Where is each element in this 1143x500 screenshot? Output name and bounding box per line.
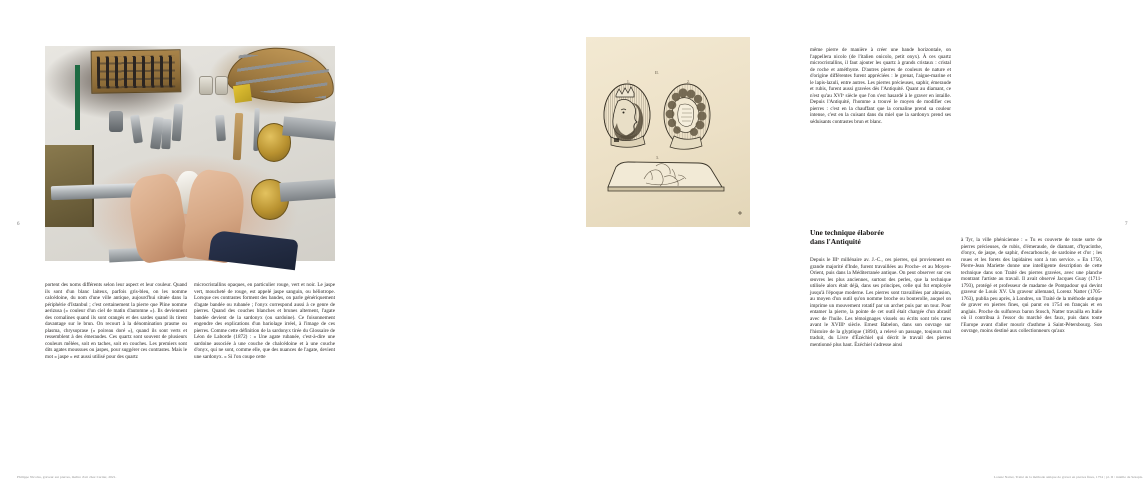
body-paragraph: à Tyr, la ville phénicienne : « Tu es couverte de toute sorte de pierres précieuses, de rubis, d'émeraude, de diamant, d'hyacinthe, d'onyx, de jaspe, de saphir, d'escarboucle, de sardoine et d'or ; les roues et les forets des lapidaires sont à ton service. » En 1750, Pierre-Jean Mariette donne une intelligente description de cette technique dans son Traité des pierres gravées, avec une planche montrant l'artiste au travail. Il avait observé Jacques Guay (1711-1793), protégé et professeur de madame de Pompadour qui devint graveur de Louis XV. Un graveur allemand, Lorenz Natter (1705-1763), publia peu après, à Londres, un Traité de la méthode antique de graver en pierres fines, qui parut en 1754 en français et en anglais. Proche du sulfureux baron Stosch, Natter travailla en Italie où il contribua à l'essor du marché des faux, puis dans toute l'Europe avant d'aller mourir d'asthme à Saint-Pétersbourg. Son ouvrage, moins destiné aux collectionneurs qu'aux (961, 237, 1102, 335)
body-paragraph: même pierre de manière à créer une bande horizontale, on l'appellera nicolo (de l'italien onicolo, petit onyx). À ces quartz microcristallins, il faut ajouter les quartz à grands cristaux : cristal de roche et améthyste. D'autres pierres de couleurs de nature et d'origine différentes furent appréciées : le grenat, l'aigue-marine et le lapis-lazuli, entre autres. Les pierres précieuses, saphir, émeraude et rubis, furent aussi gravées dès l'Antiquité. Quant au diamant, ce n'est qu'au XVIᵉ siècle que l'on s'est hasardé à le graver en intaille. Depuis l'Antiquité, l'homme a trouvé le moyen de modifier ces pierres : c'est en la chauffant que la cornaline prend sa couleur intense, c'est en la cuisant dans du miel que la sardonyx prend ses séduisants contrastes brun et blanc. (810, 47, 951, 125)
svg-text:3.: 3. (656, 156, 659, 160)
medallion-left (604, 80, 650, 147)
left-column-two (194, 282, 335, 360)
natter-plate-engraving (586, 37, 750, 227)
right-column-three (961, 237, 1102, 335)
body-paragraph: Depuis le IIIᵉ millénaire av. J.-C., ces pierres, qui proviennent en grande majorité d'Inde, furent travaillées au Proche- et au Moyen-Orient, puis dans la Méditerranée antique. On peut observer sur ces œuvres les plus anciennes, surtout des perles, que la technique utilisée alors était déjà, dans ses principes, celle qui fut employée jusqu'à l'époque moderne. Les pierres sont travaillées par abrasion, au moyen d'un outil qu'on nomme broche ou bouterolle, auquel on imprime un mouvement rotatif par un archet puis par un tour. Pour entamer la pierre, la pointe de cet outil était chargée d'un abrasif avec de l'huile. Les témoignages visuels ou écrits sont très rares avant le XVIIIᵉ siècle. Ernest Babelon, dans son ouvrage sur l'histoire de la glyptique (1894), a relevé un passage, toujours mal traduit, du Livre d'Ézéchiel qui décrit le travail des pierres mentionné plus haut. Ézéchiel s'adresse ainsi (810, 257, 951, 348)
page-number-right: 7 (1125, 222, 1128, 227)
medallion-right (664, 80, 710, 149)
atelier-photograph (45, 46, 335, 261)
body-paragraph: microcristallins opaques, en particulier rouge, vert et noir. Le jaspe vert, moucheté de rouge, est appelé jaspe sanguin, ou héliotrope. Lorsque ces contrastes forment des bandes, on parle génériquement d'agate bandée ou rubanée ; l'onyx correspond aussi à ce genre de pierres. Quand des couches blanches et brunes alternent, l'agate bandée devient de la sardonyx (ou sardoine). Ce foisonnement engendre des explications d'un bariolage irréel, à l'image de ces pierres. Comme cette définition de la sardonyx tirée du Glossaire de Léon de Laborde (1872) : « Une agate rubanée, c'est-à-dire une sardoine associée à une couche de chalcédoine et à une couche d'onyx, qui ne sont, comme elle, que des nuances de l'agate, devient une sardonyx. » Si l'on coupe cette (194, 282, 335, 360)
gem-profile-figure (608, 156, 724, 191)
section-heading-line-2: dans l'Antiquité (810, 237, 861, 247)
plate-drawing (586, 37, 750, 227)
green-rod-icon (75, 65, 80, 130)
chuck-icon (109, 111, 124, 133)
right-column-one (810, 47, 951, 125)
svg-text:1.: 1. (627, 80, 630, 84)
abrasive-block-icon (232, 84, 252, 103)
jar-icon (199, 76, 214, 95)
section-heading (810, 228, 960, 247)
svg-text:2.: 2. (687, 80, 690, 84)
burin-icon (215, 115, 225, 141)
left-column-one (45, 282, 187, 360)
illustration-caption: Lorenz Natter, Traité de la méthode antique de graver en pierres fines, 1754 ; pl. II : intaille de Sésapis. (993, 475, 1143, 479)
body-paragraph: portent des noms différents selon leur aspect et leur couleur. Quand ils sont d'un blanc laiteux, parfois gris-bleu, on les nomme calcédoine, du nom d'une ville antique, aujourd'hui située dans la périphérie d'Istanbul ; c'est certainement la pierre que Pline nomme aerizusa (« couleur d'un ciel de matin d'automne »). Ils deviennent des cornalines quand ils sont orangés et des sardes quand ils tirent davantage sur le brun. On recourt à la dénomination prasme ou plasma, chrysoprase (« poireau doré »), quand ils sont verts et ressemblent à des émeraudes. Ces quartz sont souvent de plusieurs couleurs mêlées, soit en taches, soit en couches. Les premiers sont dits agates moussues ou jaspes, pour suggérer ces contrastes. Mais le mot « jaspe » est aussi utilisé pour des quartz (45, 282, 187, 360)
burin-icon (171, 104, 182, 141)
right-page (383, 0, 1143, 500)
page-number-left: 6 (17, 222, 20, 227)
drill-bit-tray-icon (91, 50, 182, 95)
left-page (0, 0, 383, 500)
clamp-icon (279, 180, 335, 203)
sleeve-icon (209, 230, 299, 270)
wooden-handle-tool-icon (232, 112, 242, 160)
right-column-two (810, 257, 951, 348)
photo-image (45, 46, 335, 261)
photograph-caption: Philippe Nicolas, graveur sur pierres, maître d'art chez Cartier, 2021. (17, 475, 117, 479)
burin-icon (130, 114, 142, 143)
burin-icon (162, 119, 172, 150)
svg-text:II.: II. (655, 70, 659, 75)
jar-icon (215, 76, 228, 95)
section-heading-line-1: Une technique élaborée (810, 228, 884, 237)
